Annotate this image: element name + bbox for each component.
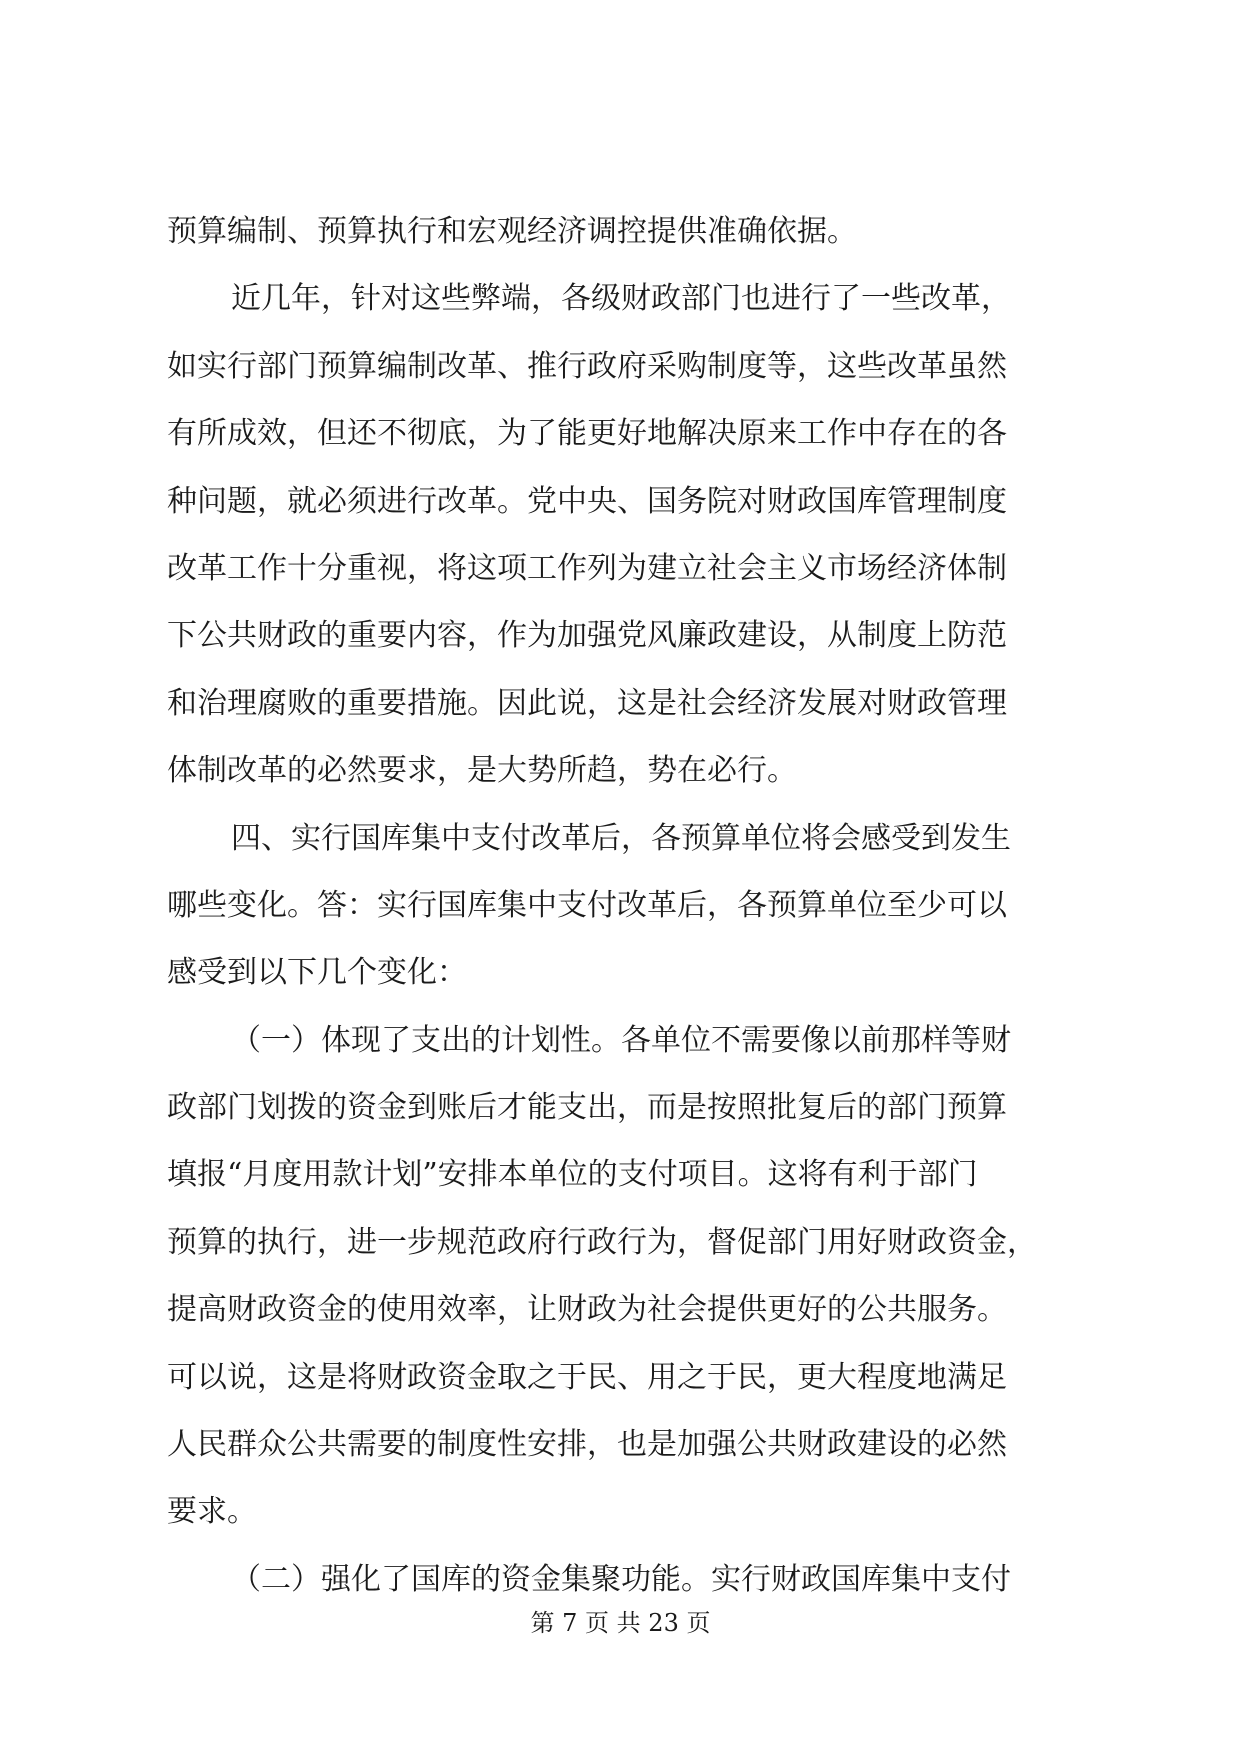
text-line: 种问题，就必须进行改革。党中央、国务院对财政国库管理制度 [167,483,1007,519]
text-line: 要求。 [167,1494,257,1530]
text-line: 感受到以下几个变化： [167,955,467,991]
paragraph-start-line: （一）体现了支出的计划性。各单位不需要像以前那样等财 [231,1022,1011,1058]
text-line: 哪些变化。答：实行国库集中支付改革后，各预算单位至少可以 [167,887,1007,923]
paragraph-start-line: （二）强化了国库的资金集聚功能。实行财政国库集中支付 [231,1561,1011,1597]
text-line: 体制改革的必然要求，是大势所趋，势在必行。 [167,753,797,789]
text-line: 改革工作十分重视，将这项工作列为建立社会主义市场经济体制 [167,550,1007,586]
text-line: 可以说，这是将财政资金取之于民、用之于民，更大程度地满足 [167,1359,1007,1395]
text-line: 如实行部门预算编制改革、推行政府采购制度等，这些改革虽然 [167,348,1007,384]
paragraph-start-line: 四、实行国库集中支付改革后，各预算单位将会感受到发生 [231,820,1011,856]
body-text [167,198,1079,1613]
text-line: 填报“月度用款计划”安排本单位的支付项目。这将有利于部门 [167,1157,978,1193]
paragraph-start-line: 近几年，针对这些弊端，各级财政部门也进行了一些改革， [231,281,1011,317]
text-line: 政部门划拨的资金到账后才能支出，而是按照批复后的部门预算 [167,1090,1007,1126]
text-line: 人民群众公共需要的制度性安排，也是加强公共财政建设的必然 [167,1427,1007,1463]
text-line: 下公共财政的重要内容，作为加强党风廉政建设，从制度上防范 [167,618,1007,654]
text-line: 和治理腐败的重要措施。因此说，这是社会经济发展对财政管理 [167,685,1007,721]
text-line: 提高财政资金的使用效率，让财政为社会提供更好的公共服务。 [167,1292,1007,1328]
text-line: 预算编制、预算执行和宏观经济调控提供准确依据。 [167,214,857,249]
page-number-footer: 第 7 页 共 23 页 [530,1609,711,1637]
text-line: 预算的执行，进一步规范政府行政行为，督促部门用好财政资金， [167,1224,1037,1260]
text-line: 有所成效，但还不彻底，为了能更好地解决原来工作中存在的各 [167,416,1007,452]
